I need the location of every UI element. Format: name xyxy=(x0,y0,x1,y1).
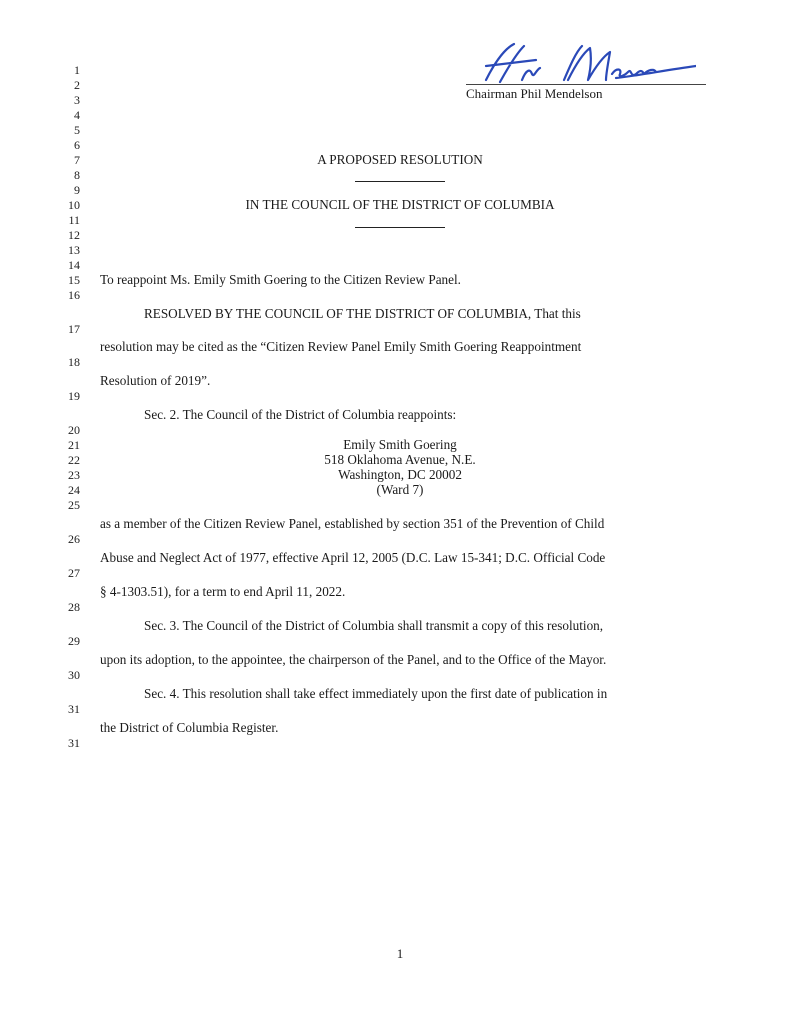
signer-name: Chairman Phil Mendelson xyxy=(466,86,603,101)
appointee-ward: (Ward 7) xyxy=(376,482,424,497)
line-number: 8 xyxy=(74,168,80,182)
line-number: 28 xyxy=(68,600,80,614)
chairman-signature xyxy=(466,40,696,90)
line-number: 31 xyxy=(68,736,80,750)
line-number: 18 xyxy=(68,355,80,369)
line-number: 7 xyxy=(74,153,80,167)
signature-line xyxy=(466,84,706,85)
line-number: 25 xyxy=(68,498,80,512)
line-number: 20 xyxy=(68,423,80,437)
line-number: 22 xyxy=(68,453,80,467)
line-number: 15 xyxy=(68,273,80,287)
line-number: 10 xyxy=(68,198,80,212)
resolution-title: A PROPOSED RESOLUTION xyxy=(317,152,483,167)
line-number: 26 xyxy=(68,532,80,546)
line-number: 12 xyxy=(68,228,80,242)
line-number: 23 xyxy=(68,468,80,482)
body-line-25: as a member of the Citizen Review Panel, established by section 351 of the Prevention of Child xyxy=(100,516,605,531)
body-line-18: Resolution of 2019”. xyxy=(100,373,211,388)
line-number: 30 xyxy=(68,668,80,682)
body-line-31: the District of Columbia Register. xyxy=(100,720,279,735)
appointee-name: Emily Smith Goering xyxy=(343,437,457,452)
line-number: 19 xyxy=(68,389,80,403)
line-number: 2 xyxy=(74,78,80,92)
body-line-16: RESOLVED BY THE COUNCIL OF THE DISTRICT OF COLUMBIA, That this xyxy=(144,306,581,321)
line-number: 5 xyxy=(74,123,80,137)
line-number: 9 xyxy=(74,183,80,197)
body-line-27: § 4-1303.51), for a term to end April 11, 2022. xyxy=(100,584,346,599)
title-rule xyxy=(355,181,445,182)
line-number: 14 xyxy=(68,258,80,272)
purpose-statement: To reappoint Ms. Emily Smith Goering to the Citizen Review Panel. xyxy=(100,272,461,287)
body-line-30: Sec. 4. This resolution shall take effect immediately upon the first date of publication in xyxy=(144,686,608,701)
page-number: 1 xyxy=(396,946,404,961)
line-number: 27 xyxy=(68,566,80,580)
line-number: 1 xyxy=(74,63,80,77)
appointee-city: Washington, DC 20002 xyxy=(338,467,462,482)
line-number: 11 xyxy=(68,213,80,227)
body-line-17: resolution may be cited as the “Citizen Review Panel Emily Smith Goering Reappointment xyxy=(100,339,582,354)
appointee-street: 518 Oklahoma Avenue, N.E. xyxy=(324,452,476,467)
line-number: 31 xyxy=(68,702,80,716)
line-number: 21 xyxy=(68,438,80,452)
council-heading: IN THE COUNCIL OF THE DISTRICT OF COLUMBIA xyxy=(245,197,555,212)
council-rule xyxy=(355,227,445,228)
line-number: 13 xyxy=(68,243,80,257)
line-number: 6 xyxy=(74,138,80,152)
line-number: 3 xyxy=(74,93,80,107)
body-line-29: upon its adoption, to the appointee, the chairperson of the Panel, and to the Office of the Mayor. xyxy=(100,652,607,667)
body-line-28: Sec. 3. The Council of the District of Columbia shall transmit a copy of this resolution, xyxy=(144,618,604,633)
line-number: 24 xyxy=(68,483,80,497)
line-number: 4 xyxy=(74,108,80,122)
body-line-19: Sec. 2. The Council of the District of Columbia reappoints: xyxy=(144,407,457,422)
line-number: 17 xyxy=(68,322,80,336)
line-number: 29 xyxy=(68,634,80,648)
body-line-26: Abuse and Neglect Act of 1977, effective April 12, 2005 (D.C. Law 15-341; D.C. Official Code xyxy=(100,550,606,565)
line-number: 16 xyxy=(68,288,80,302)
